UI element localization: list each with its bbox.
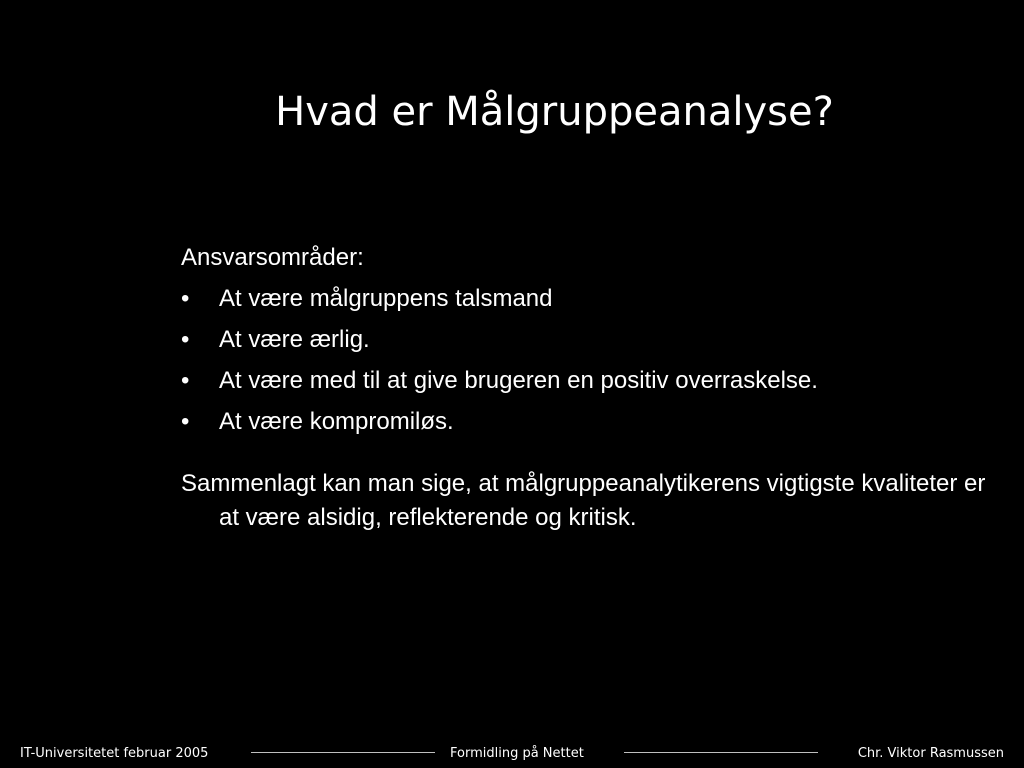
bullet-item <box>181 281 1001 322</box>
footer-center-text: Formidling på Nettet <box>450 746 584 761</box>
slide-title: Hvad er Målgruppeanalyse? <box>275 89 834 135</box>
bullet-text: At være med til at give brugeren en positiv overraskelse. <box>219 367 818 394</box>
bullet-dot-icon: • <box>181 285 190 312</box>
bullet-item <box>181 404 1001 445</box>
footer-divider-right <box>624 752 818 753</box>
slide-footer <box>0 740 1024 768</box>
intro-heading: Ansvarsområder: <box>181 244 364 271</box>
summary-paragraph: Sammenlagt kan man sige, at målgruppeanalytikerens vigtigste kvaliteter er at være alsidig, reflekterende og kritisk. <box>181 470 986 531</box>
bullet-text: At være ærlig. <box>219 326 370 353</box>
bullet-text: At være kompromiløs. <box>219 408 454 435</box>
bullet-item <box>181 322 1001 363</box>
footer-divider-left <box>251 752 435 753</box>
bullet-dot-icon: • <box>181 408 190 435</box>
bullet-dot-icon: • <box>181 326 190 353</box>
footer-right-text: Chr. Viktor Rasmussen <box>857 746 1004 761</box>
footer-left-text: IT-Universitetet februar 2005 <box>20 746 209 761</box>
bullet-item <box>181 363 1001 404</box>
bullet-text: At være målgruppens talsmand <box>219 285 553 312</box>
bullet-list <box>181 281 1001 445</box>
bullet-dot-icon: • <box>181 367 190 394</box>
slide-body <box>181 240 1001 535</box>
